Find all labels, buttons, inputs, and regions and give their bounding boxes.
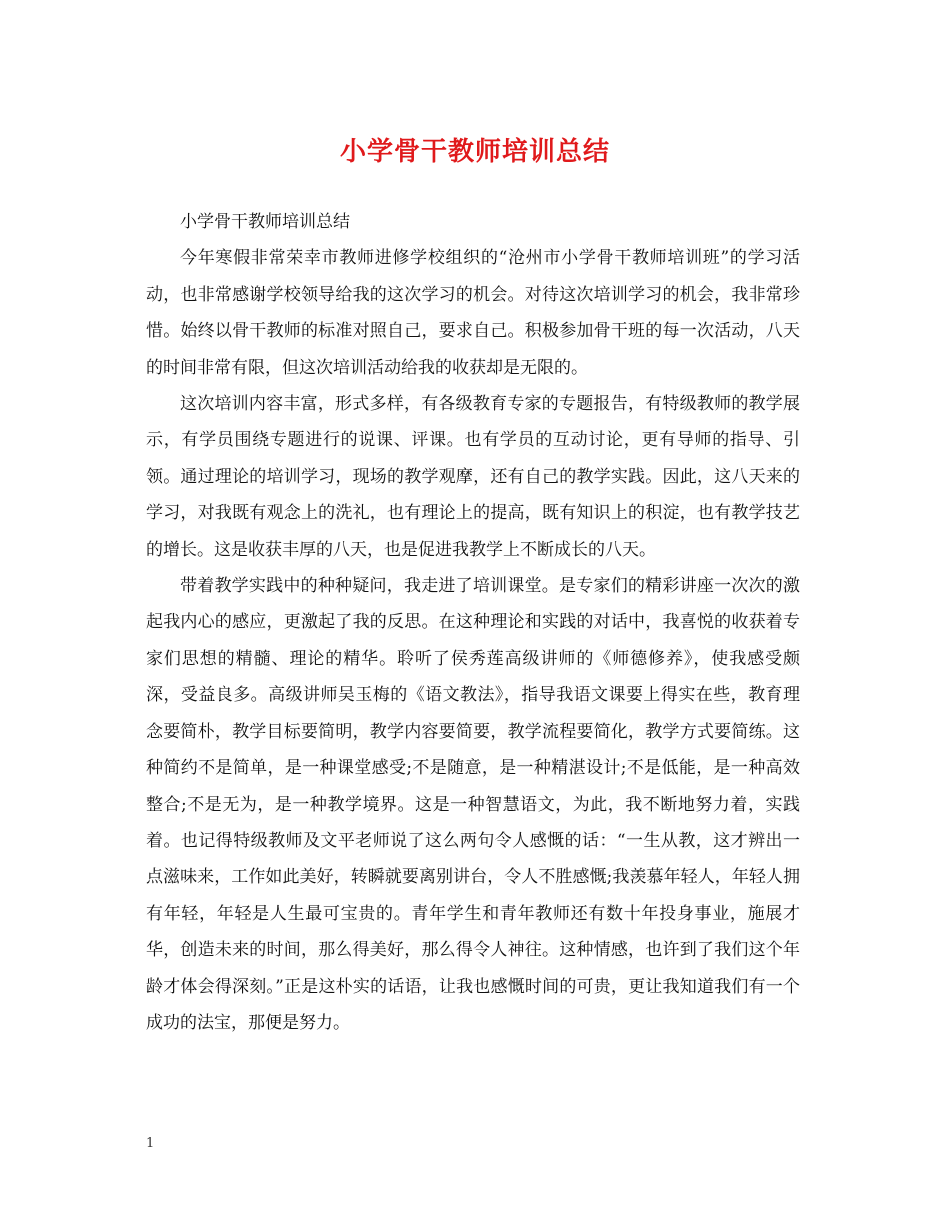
page-number: 1 xyxy=(146,1136,155,1151)
paragraph-subtitle: 小学骨干教师培训总结 xyxy=(180,212,350,232)
paragraph-training-content: 这次培训内容丰富，形式多样，有各级教育专家的专题报告，有特级教师的教学展示，有学员围绕专题进行的说课、评课。也有学员的互动讨论，更有导师的指导、引领。通过理论的培训学习，现场的教学观摩，还有自己的教学实践。因此，这八天来的学习，对我既有观念上的洗礼，也有理论上的提高，既有知识上的积淀，也有教学技艺的增长。这是收获丰厚的八天，也是促进我教学上不断成长的八天。 xyxy=(146,394,800,560)
document-title: 小学骨干教师培训总结 xyxy=(339,137,610,167)
document-body xyxy=(146,204,800,1041)
paragraph-intro: 今年寒假非常荣幸市教师进修学校组织的“沧州市小学骨干教师培训班”的学习活动，也非常感谢学校领导给我的这次学习的机会。对待这次培训学习的机会，我非常珍惜。始终以骨干教师的标准对照自己，要求自己。积极参加骨干班的每一次活动，八天的时间非常有限，但这次培训活动给我的收获却是无限的。 xyxy=(146,248,800,378)
paragraph-reflection: 带着教学实践中的种种疑问，我走进了培训课堂。是专家们的精彩讲座一次次的激起我内心的感应，更激起了我的反思。在这种理论和实践的对话中，我喜悦的收获着专家们思想的精髓、理论的精华。聆听了侯秀莲高级讲师的《师德修养》，使我感受颇深，受益良多。高级讲师吴玉梅的《语文教法》，指导我语文课要上得实在些，教育理念要简朴，教学目标要简明，教学内容要简要，教学流程要简化，教学方式要简练。这种简约不是简单，是一种课堂感受;不是随意，是一种精湛设计;不是低能，是一种高效整合;不是无为，是一种教学境界。这是一种智慧语文，为此，我不断地努力着，实践着。也记得特级教师及文平老师说了这么两句令人感慨的话：“一生从教，这才辨出一点滋味来，工作如此美好，转瞬就要离别讲台，令人不胜感慨;我羡慕年轻人，年轻人拥有年轻，年轻是人生最可宝贵的。青年学生和青年教师还有数十年投身事业，施展才华，创造未来的时间，那么得美好，那么得令人神往。这种情感，也许到了我们这个年龄才体会得深刻。”正是这朴实的话语，让我也感慨时间的可贵，更让我知道我们有一个成功的法宝，那便是努力。 xyxy=(146,576,800,1033)
